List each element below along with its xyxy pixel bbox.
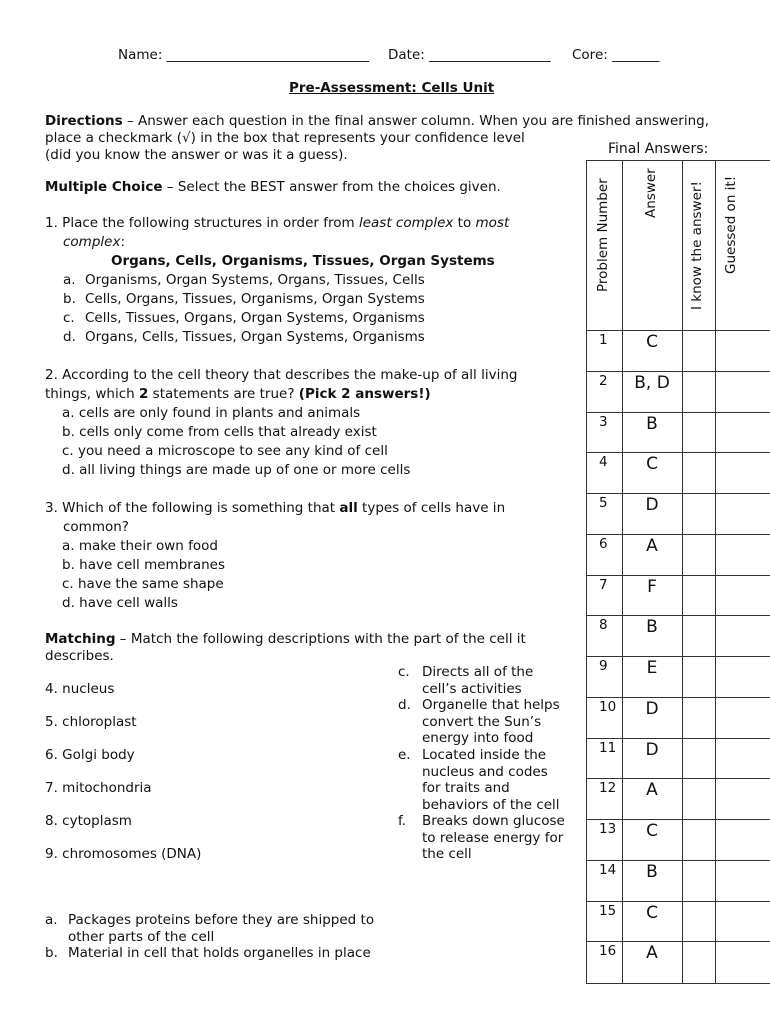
- matching-item: 4. nucleus: [45, 681, 115, 697]
- answer-cell: A: [646, 943, 658, 963]
- know-checkbox[interactable]: [683, 372, 715, 412]
- q1-stem-part-d: most: [475, 215, 510, 231]
- matching-item: 6. Golgi body: [45, 747, 135, 763]
- guess-checkbox[interactable]: [716, 576, 770, 616]
- know-checkbox[interactable]: [683, 820, 715, 860]
- problem-number-cell: 14: [599, 862, 617, 878]
- matching-line-2: describes.: [45, 648, 114, 664]
- q3-stem-part-a: 3. Which of the following is something that: [45, 500, 340, 516]
- problem-number-cell: 13: [599, 821, 617, 837]
- q1-option-d: [63, 329, 425, 346]
- date-field: Date: __________________: [388, 47, 551, 63]
- guess-checkbox[interactable]: [716, 535, 770, 575]
- q2-option-d: d. all living things are made up of one or more cells: [62, 462, 411, 478]
- guess-checkbox[interactable]: [716, 779, 770, 819]
- know-checkbox[interactable]: [683, 413, 715, 453]
- q1-option-text: Cells, Tissues, Organs, Organ Systems, Organisms: [85, 310, 425, 326]
- q1-stem-line-2: [63, 234, 125, 251]
- choice-line: other parts of the cell: [68, 928, 215, 945]
- problem-number-cell: 11: [599, 740, 617, 756]
- choice-line: to release energy for: [422, 829, 564, 846]
- choice-line: nucleus and codes: [422, 763, 548, 780]
- directions-line-2: place a checkmark (√) in the box that represents your confidence level: [45, 130, 525, 146]
- q3-option-d: d. have cell walls: [62, 595, 178, 611]
- guess-checkbox[interactable]: [716, 657, 770, 697]
- choice-line: behaviors of the cell: [422, 796, 560, 813]
- choice-letter: c.: [398, 664, 410, 680]
- know-checkbox[interactable]: [683, 739, 715, 779]
- q1-stem-part-b: least complex: [358, 215, 454, 231]
- q1-option-b: [63, 291, 425, 308]
- problem-number-cell: 1: [599, 332, 608, 348]
- q1-option-text: Organisms, Organ Systems, Organs, Tissues, Cells: [85, 272, 425, 288]
- problem-number-cell: 16: [599, 943, 617, 959]
- q2-stem-part-c: statements are true?: [148, 386, 299, 402]
- final-answers-title: Final Answers:: [608, 141, 709, 157]
- know-checkbox[interactable]: [683, 576, 715, 616]
- choice-line: for traits and: [422, 780, 510, 796]
- q3-stem-line-2: common?: [63, 519, 129, 535]
- know-checkbox[interactable]: [683, 331, 715, 371]
- name-field: Name: ______________________________: [118, 47, 370, 63]
- matching-item: 9. chromosomes (DNA): [45, 846, 202, 862]
- guess-checkbox[interactable]: [716, 616, 770, 656]
- know-checkbox[interactable]: [683, 616, 715, 656]
- problem-number-cell: 5: [599, 495, 608, 511]
- choice-text: [422, 747, 560, 813]
- guess-checkbox[interactable]: [716, 372, 770, 412]
- problem-number-cell: 15: [599, 903, 617, 919]
- choice-line: the cell: [422, 846, 472, 862]
- answer-cell: D: [645, 495, 659, 515]
- guess-checkbox[interactable]: [716, 413, 770, 453]
- choice-line: energy into food: [422, 730, 534, 746]
- guess-checkbox[interactable]: [716, 494, 770, 534]
- q2-stem-line-1: 2. According to the cell theory that describes the make-up of all living: [45, 367, 518, 383]
- q1-stem-line-1: [45, 215, 509, 232]
- q1-option-c: [63, 310, 425, 327]
- choice-text: [422, 813, 565, 863]
- answer-cell: B: [646, 862, 658, 882]
- q1-stem-part-a: 1. Place the following structures in order from: [45, 215, 359, 231]
- know-checkbox[interactable]: [683, 902, 715, 942]
- choice-line: Located inside the: [422, 747, 547, 763]
- choice-line: cell’s activities: [422, 680, 522, 697]
- choice-line: Packages proteins before they are shipped to: [68, 912, 375, 928]
- answer-cell: E: [646, 658, 658, 678]
- q1-stem-part-f: :: [120, 234, 126, 250]
- answer-table: [586, 160, 770, 984]
- choice-line: Breaks down glucose: [422, 813, 565, 829]
- directions-text-1: – Answer each question in the final answer column. When you are finished answering,: [122, 113, 709, 129]
- choice-line: Material in cell that holds organelles in place: [68, 945, 371, 961]
- problem-number-cell: 7: [599, 577, 608, 593]
- multiple-choice-text: – Select the BEST answer from the choices given.: [162, 179, 501, 195]
- matching-item: 5. chloroplast: [45, 714, 137, 730]
- table-top-border: [586, 160, 770, 161]
- know-checkbox[interactable]: [683, 861, 715, 901]
- directions-line-1: [45, 113, 709, 130]
- q1-stem-part-c: to: [453, 215, 476, 231]
- header-answer: Answer: [643, 168, 659, 218]
- q2-option-a: a. cells are only found in plants and animals: [62, 405, 361, 421]
- answer-cell: D: [645, 699, 659, 719]
- core-field: Core: _______: [572, 47, 660, 63]
- multiple-choice-lead: Multiple Choice: [45, 179, 163, 195]
- answer-cell: B, D: [634, 373, 670, 393]
- choice-letter: e.: [398, 747, 411, 763]
- answer-cell: B: [646, 414, 658, 434]
- q2-stem-part-b: 2: [138, 386, 149, 402]
- matching-item: 7. mitochondria: [45, 780, 152, 796]
- answer-cell: C: [646, 454, 658, 474]
- q3-stem-part-c: types of cells have in: [357, 500, 506, 516]
- page-title: Pre-Assessment: Cells Unit: [289, 80, 495, 96]
- guess-checkbox[interactable]: [716, 820, 770, 860]
- q1-option-text: Organs, Cells, Tissues, Organ Systems, Organisms: [85, 329, 425, 345]
- choice-text: [68, 945, 371, 962]
- multiple-choice-heading: [45, 179, 501, 196]
- q3-stem-line-1: [45, 500, 505, 517]
- header-know: I know the answer!: [689, 181, 705, 310]
- problem-number-cell: 8: [599, 617, 608, 633]
- choice-letter: f.: [398, 813, 407, 829]
- answer-cell: F: [647, 577, 657, 597]
- problem-number-cell: 12: [599, 780, 617, 796]
- answer-cell: C: [646, 821, 658, 841]
- q2-stem-line-2: [45, 386, 431, 403]
- know-checkbox[interactable]: [683, 453, 715, 493]
- directions-lead: Directions: [45, 113, 123, 129]
- guess-checkbox[interactable]: [716, 331, 770, 371]
- header-guessed: Guessed on it!: [723, 175, 739, 274]
- q1-option-letter: c.: [63, 310, 75, 326]
- answer-cell: C: [646, 903, 658, 923]
- choice-line: Organelle that helps: [422, 697, 560, 713]
- q3-option-c: c. have the same shape: [62, 576, 224, 592]
- answer-cell: A: [646, 780, 658, 800]
- q3-option-a: a. make their own food: [62, 538, 218, 554]
- problem-number-cell: 4: [599, 454, 608, 470]
- table-bottom-border: [586, 983, 770, 984]
- q1-option-letter: a.: [63, 272, 76, 288]
- matching-heading: [45, 631, 526, 648]
- choice-text: [422, 697, 560, 747]
- choice-line: convert the Sun’s: [422, 713, 542, 730]
- q1-option-letter: d.: [63, 329, 76, 345]
- q2-option-b: b. cells only come from cells that already exist: [62, 424, 377, 440]
- q3-stem-part-b: all: [339, 500, 358, 516]
- problem-number-cell: 6: [599, 536, 608, 552]
- know-checkbox[interactable]: [683, 698, 715, 738]
- matching-item: 8. cytoplasm: [45, 813, 132, 829]
- guess-checkbox[interactable]: [716, 902, 770, 942]
- matching-lead: Matching: [45, 631, 116, 647]
- choice-letter: b.: [45, 945, 58, 961]
- q2-stem-part-d: (Pick 2 answers!): [298, 386, 431, 402]
- guess-checkbox[interactable]: [716, 739, 770, 779]
- matching-text: – Match the following descriptions with the part of the cell it: [115, 631, 526, 647]
- guess-checkbox[interactable]: [716, 698, 770, 738]
- guess-checkbox[interactable]: [716, 942, 770, 982]
- answer-cell: B: [646, 617, 658, 637]
- know-checkbox[interactable]: [683, 494, 715, 534]
- guess-checkbox[interactable]: [716, 861, 770, 901]
- know-checkbox[interactable]: [683, 535, 715, 575]
- problem-number-cell: 10: [599, 699, 617, 715]
- know-checkbox[interactable]: [683, 657, 715, 697]
- q1-stem-part-e: complex: [63, 234, 121, 250]
- q3-option-b: b. have cell membranes: [62, 557, 225, 573]
- problem-number-cell: 2: [599, 373, 608, 389]
- choice-line: Directs all of the: [422, 664, 534, 680]
- choice-letter: d.: [398, 697, 411, 713]
- choice-text: [422, 664, 533, 697]
- q1-option-text: Cells, Organs, Tissues, Organisms, Organ Systems: [85, 291, 425, 307]
- know-checkbox[interactable]: [683, 942, 715, 982]
- choice-text: [68, 912, 374, 945]
- know-checkbox[interactable]: [683, 779, 715, 819]
- q1-structure-list: Organs, Cells, Organisms, Tissues, Organ Systems: [111, 253, 495, 269]
- header-problem-number: Problem Number: [595, 178, 611, 292]
- q1-option-letter: b.: [63, 291, 76, 307]
- problem-number-cell: 3: [599, 414, 608, 430]
- guess-checkbox[interactable]: [716, 453, 770, 493]
- directions-line-3: (did you know the answer or was it a guess).: [45, 147, 348, 163]
- answer-cell: A: [646, 536, 658, 556]
- q2-stem-part-a: things, which: [45, 386, 139, 402]
- answer-cell: C: [646, 332, 658, 352]
- q2-option-c: c. you need a microscope to see any kind of cell: [62, 443, 388, 459]
- choice-letter: a.: [45, 912, 58, 928]
- problem-number-cell: 9: [599, 658, 608, 674]
- q1-option-a: [63, 272, 425, 289]
- answer-cell: D: [645, 740, 659, 760]
